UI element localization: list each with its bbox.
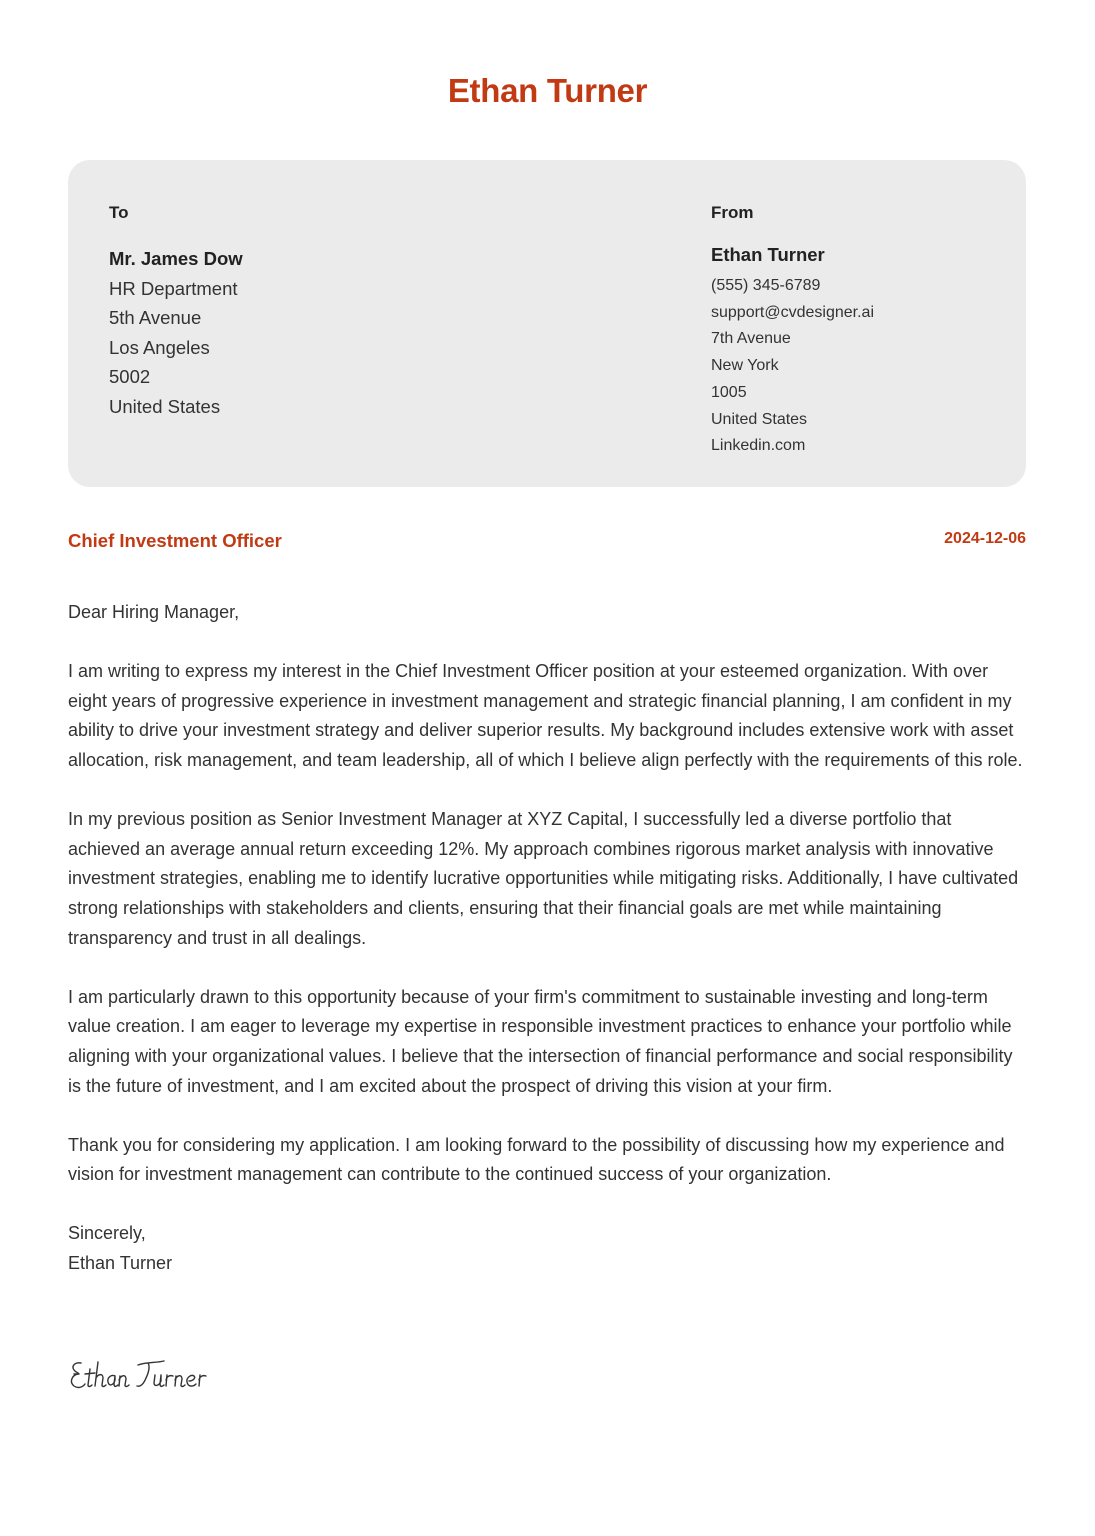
paragraph-2: In my previous position as Senior Investment Manager at XYZ Capital, I successfully led a diverse portfolio that achieved an average annual return exceeding 12%. My approach combines rigorous market analysis with innovative investment strategies, enabling me to identify lucrative opportunities while mitigating risks. Additionally, I have cultivated strong relationships with stakeholders and clients, ensuring that their financial goals are met while maintaining transparency and trust in all dealings.	[68, 809, 1019, 948]
address-block	[68, 160, 1026, 487]
recipient-city: Los Angeles	[109, 336, 210, 358]
sender-phone: (555) 345-6789	[711, 277, 821, 294]
sender-name: Ethan Turner	[711, 244, 825, 265]
recipient-address	[109, 244, 243, 422]
closing: Sincerely,	[68, 1223, 146, 1244]
sender-email: support@cvdesigner.ai	[711, 303, 874, 321]
sender-country: United States	[711, 410, 808, 428]
sender-linkedin: Linkedin.com	[711, 437, 806, 455]
paragraph-4: Thank you for considering my application. I am looking forward to the possibility of discussing how my experience and vision for investment management can contribute to the continued success of your organization.	[68, 1134, 1005, 1185]
sender-postcode: 1005	[711, 383, 747, 401]
sender-heading: From	[711, 203, 754, 222]
recipient-heading: To	[109, 203, 129, 222]
paragraph-3: I am particularly drawn to this opportunity because of your firm's commitment to sustainable investing and long-term value creation. I am eager to leverage my expertise in responsible investment practices to enhance your portfolio while aligning with your organizational values. I believe that the intersection of financial performance and social responsibility is the future of investment, and I am excited about the prospect of driving this vision at your firm.	[68, 986, 1013, 1096]
handwritten-signature	[68, 1354, 218, 1394]
recipient-postcode: 5002	[109, 366, 151, 388]
sender-contact	[711, 273, 874, 460]
recipient-department: HR Department	[109, 277, 238, 299]
letter-date: 2024-12-06	[944, 530, 1026, 547]
recipient-name: Mr. James Dow	[109, 248, 243, 269]
salutation: Dear Hiring Manager,	[68, 602, 240, 622]
job-title: Chief Investment Officer	[68, 530, 282, 551]
sender-city: New York	[711, 357, 779, 375]
letter-body	[68, 598, 1028, 1279]
applicant-name-title: Ethan Turner	[447, 72, 648, 109]
signer-name: Ethan Turner	[68, 1253, 173, 1274]
sender-street: 7th Avenue	[711, 330, 791, 348]
recipient-country: United States	[109, 395, 221, 417]
paragraph-1: I am writing to express my interest in the Chief Investment Officer position at your esteemed organization. With over eight years of progressive experience in investment management and strategic financial planning, I am confident in my ability to drive your investment strategy and deliver superior results. My background includes extensive work with asset allocation, risk management, and team leadership, all of which I believe align perfectly with the requirements of this role.	[68, 661, 1023, 770]
recipient-street: 5th Avenue	[109, 307, 202, 329]
